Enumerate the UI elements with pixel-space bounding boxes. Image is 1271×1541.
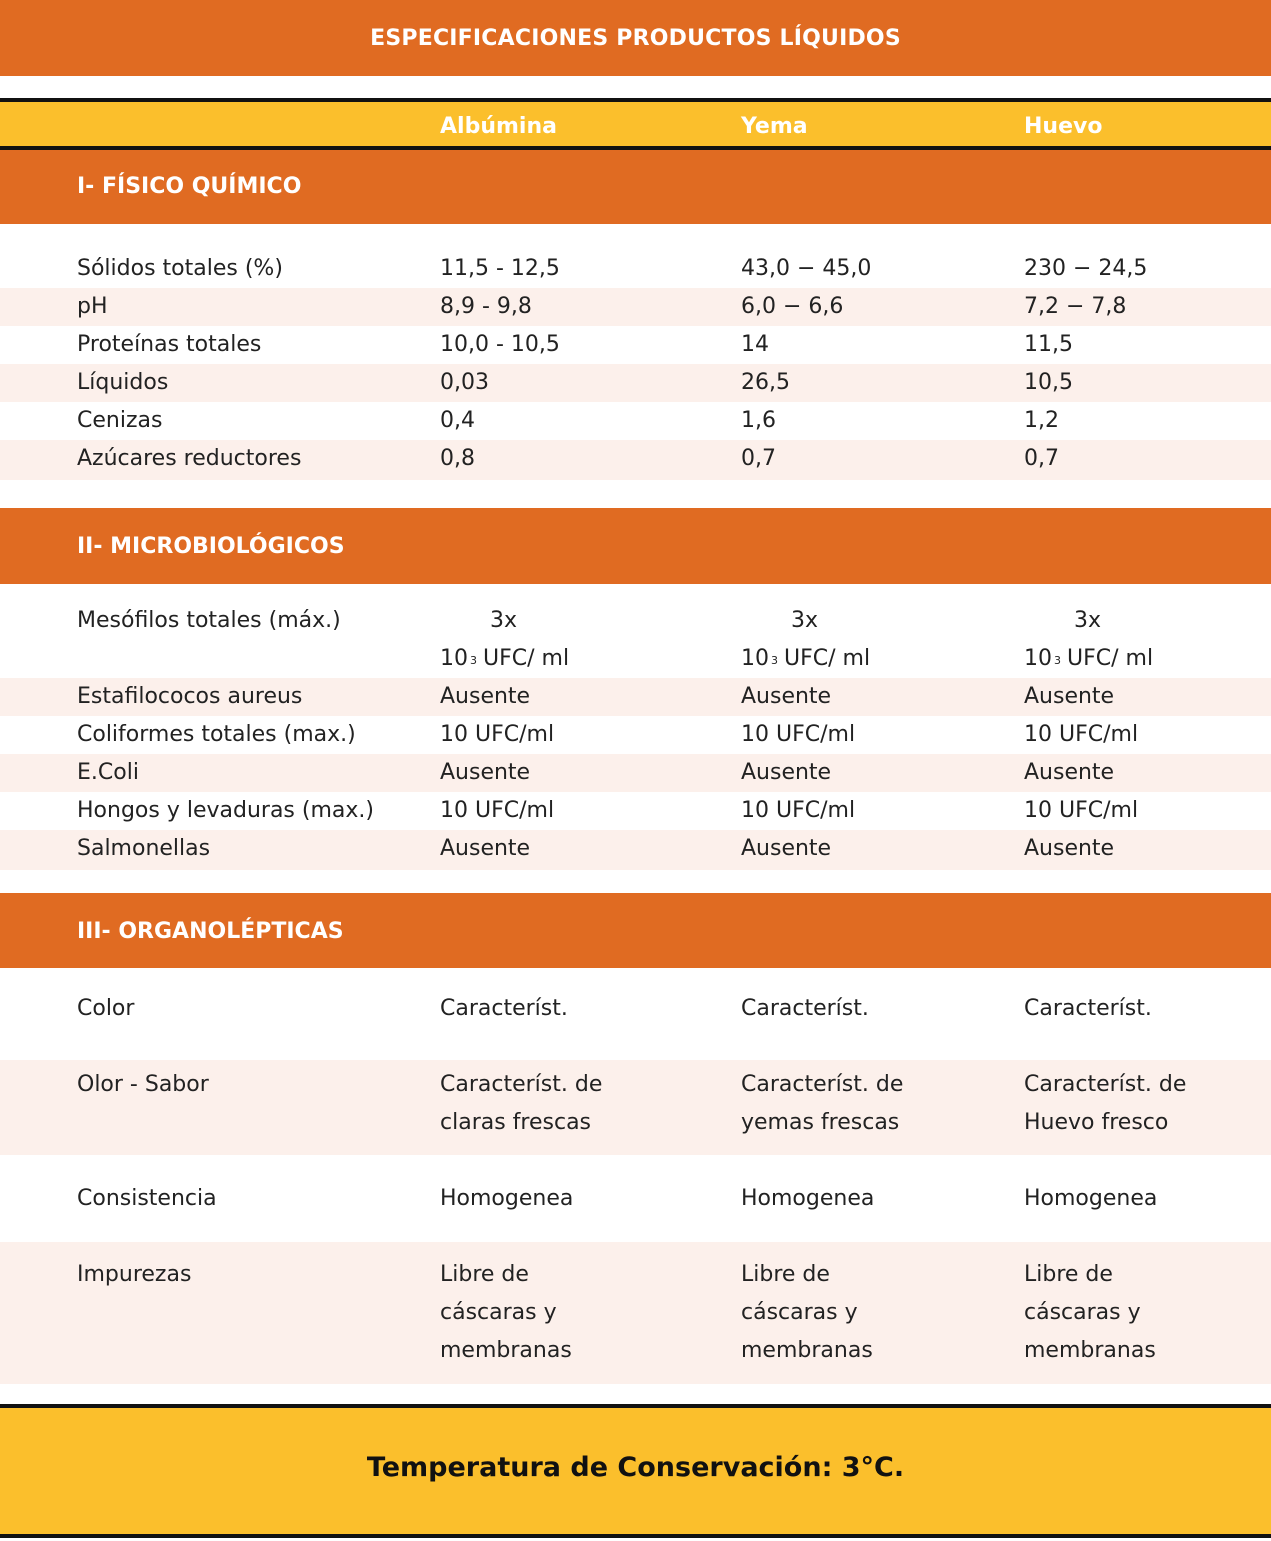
cell-huevo: Ausente (1024, 684, 1115, 709)
table-row (0, 830, 1271, 870)
cell-huevo: 1,2 (1024, 408, 1059, 433)
table-row (0, 440, 1271, 480)
table-row (0, 288, 1271, 326)
section-header-fisico-quimico (0, 150, 1271, 224)
cell-yema-line: membranas (741, 1338, 873, 1363)
row-label: E.Coli (77, 760, 139, 785)
table-row (0, 716, 1271, 754)
row-label: Mesófilos totales (máx.) (77, 608, 341, 633)
table-row (0, 792, 1271, 830)
row-label: Estafilococos aureus (77, 684, 303, 709)
cell-yema: Característ. (741, 996, 869, 1021)
cell-yema: 26,5 (741, 370, 790, 395)
cell-huevo: Homogenea (1024, 1186, 1158, 1211)
cell-albumina: 11,5 - 12,5 (440, 256, 560, 281)
section-title: III- ORGANOLÉPTICAS (77, 919, 344, 944)
title-bar (0, 0, 1271, 76)
row-label: Hongos y levaduras (max.) (77, 798, 374, 823)
cell-huevo: 10 UFC/ml (1024, 798, 1139, 823)
cell-albumina: 10,0 - 10,5 (440, 332, 560, 357)
table-row (0, 678, 1271, 716)
column-header-row (0, 98, 1271, 150)
table-row (0, 990, 1271, 1060)
cell-huevo: 11,5 (1024, 332, 1073, 357)
row-label: Salmonellas (77, 836, 211, 861)
cell-albumina-line: membranas (440, 1338, 572, 1363)
cell-albumina: Homogenea (440, 1186, 574, 1211)
row-label: Olor - Sabor (77, 1072, 209, 1097)
row-label: Color (77, 996, 135, 1021)
row-label: Sólidos totales (%) (77, 256, 283, 281)
mesofilos-value: 10 $^3$ UFC/ ml (741, 646, 871, 671)
table-row (0, 1242, 1271, 1384)
cell-albumina: 8,9 - 9,8 (440, 294, 532, 319)
cell-yema-line: Libre de (741, 1262, 830, 1287)
cell-yema: 10 UFC/ml (741, 798, 856, 823)
cell-yema-line: yemas frescas (741, 1110, 900, 1135)
mesofilos-multiplier: 3x (1074, 608, 1102, 633)
table-row (0, 1060, 1271, 1155)
cell-huevo: Ausente (1024, 760, 1115, 785)
cell-yema-line: cáscaras y (741, 1300, 858, 1325)
row-label: Coliformes totales (max.) (77, 722, 356, 747)
cell-yema: Ausente (741, 684, 832, 709)
cell-yema: 1,6 (741, 408, 776, 433)
cell-albumina: 10 UFC/ml (440, 798, 555, 823)
cell-yema: 14 (741, 332, 769, 357)
mesofilos-value: 10 $^3$ UFC/ ml (440, 646, 570, 671)
cell-huevo-line: Característ. de (1024, 1072, 1187, 1097)
row-label: Consistencia (77, 1186, 217, 1211)
section-title: II- MICROBIOLÓGICOS (77, 534, 345, 559)
table-row (0, 1155, 1271, 1242)
cell-huevo: 230 − 24,5 (1024, 256, 1148, 281)
row-label: pH (77, 294, 108, 319)
cell-yema: Homogenea (741, 1186, 875, 1211)
footer-band (0, 1404, 1271, 1538)
section-header-microbiologicos (0, 508, 1271, 584)
cell-yema: 0,7 (741, 446, 776, 471)
storage-temperature: Temperatura de Conservación: 3°C. (366, 1452, 905, 1483)
cell-huevo-line: membranas (1024, 1338, 1156, 1363)
row-label: Cenizas (77, 408, 163, 433)
cell-yema: 43,0 − 45,0 (741, 256, 872, 281)
cell-yema: 10 UFC/ml (741, 722, 856, 747)
cell-albumina-line: cáscaras y (440, 1300, 557, 1325)
cell-huevo: 10,5 (1024, 370, 1073, 395)
mesofilos-multiplier: 3x (791, 608, 819, 633)
cell-huevo: 0,7 (1024, 446, 1059, 471)
mesofilos-value: 10 $^3$ UFC/ ml (1024, 646, 1154, 671)
table-row-mesofilos (0, 602, 1271, 678)
table-row (0, 250, 1271, 288)
cell-albumina-line: claras frescas (440, 1110, 592, 1135)
page-title: ESPECIFICACIONES PRODUCTOS LÍQUIDOS (370, 26, 901, 51)
cell-albumina: 0,4 (440, 408, 475, 433)
cell-albumina: 10 UFC/ml (440, 722, 555, 747)
section-header-organolepticas (0, 893, 1271, 968)
cell-albumina: 0,8 (440, 446, 475, 471)
table-row (0, 364, 1271, 402)
table-row (0, 754, 1271, 792)
cell-huevo-line: Huevo fresco (1024, 1110, 1169, 1135)
row-label: Azúcares reductores (77, 446, 302, 471)
table-row (0, 402, 1271, 440)
cell-huevo-line: Libre de (1024, 1262, 1113, 1287)
cell-yema: Ausente (741, 760, 832, 785)
cell-yema: Ausente (741, 836, 832, 861)
column-header-albumina: Albúmina (440, 114, 557, 139)
cell-albumina: Ausente (440, 760, 531, 785)
row-label: Líquidos (77, 370, 169, 395)
cell-albumina-line: Característ. de (440, 1072, 603, 1097)
cell-albumina: Ausente (440, 836, 531, 861)
cell-huevo: Ausente (1024, 836, 1115, 861)
mesofilos-multiplier: 3x (490, 608, 518, 633)
row-label: Impurezas (77, 1262, 192, 1287)
column-header-yema: Yema (741, 114, 808, 139)
cell-yema-line: Característ. de (741, 1072, 904, 1097)
row-label: Proteínas totales (77, 332, 262, 357)
table-row (0, 326, 1271, 364)
column-header-huevo: Huevo (1024, 114, 1103, 139)
cell-albumina: Ausente (440, 684, 531, 709)
cell-yema: 6,0 − 6,6 (741, 294, 844, 319)
cell-huevo: 10 UFC/ml (1024, 722, 1139, 747)
cell-huevo: Característ. (1024, 996, 1152, 1021)
cell-albumina: Característ. (440, 996, 568, 1021)
cell-albumina: 0,03 (440, 370, 489, 395)
cell-albumina-line: Libre de (440, 1262, 529, 1287)
cell-huevo: 7,2 − 7,8 (1024, 294, 1127, 319)
cell-huevo-line: cáscaras y (1024, 1300, 1141, 1325)
section-title: I- FÍSICO QUÍMICO (77, 174, 302, 199)
